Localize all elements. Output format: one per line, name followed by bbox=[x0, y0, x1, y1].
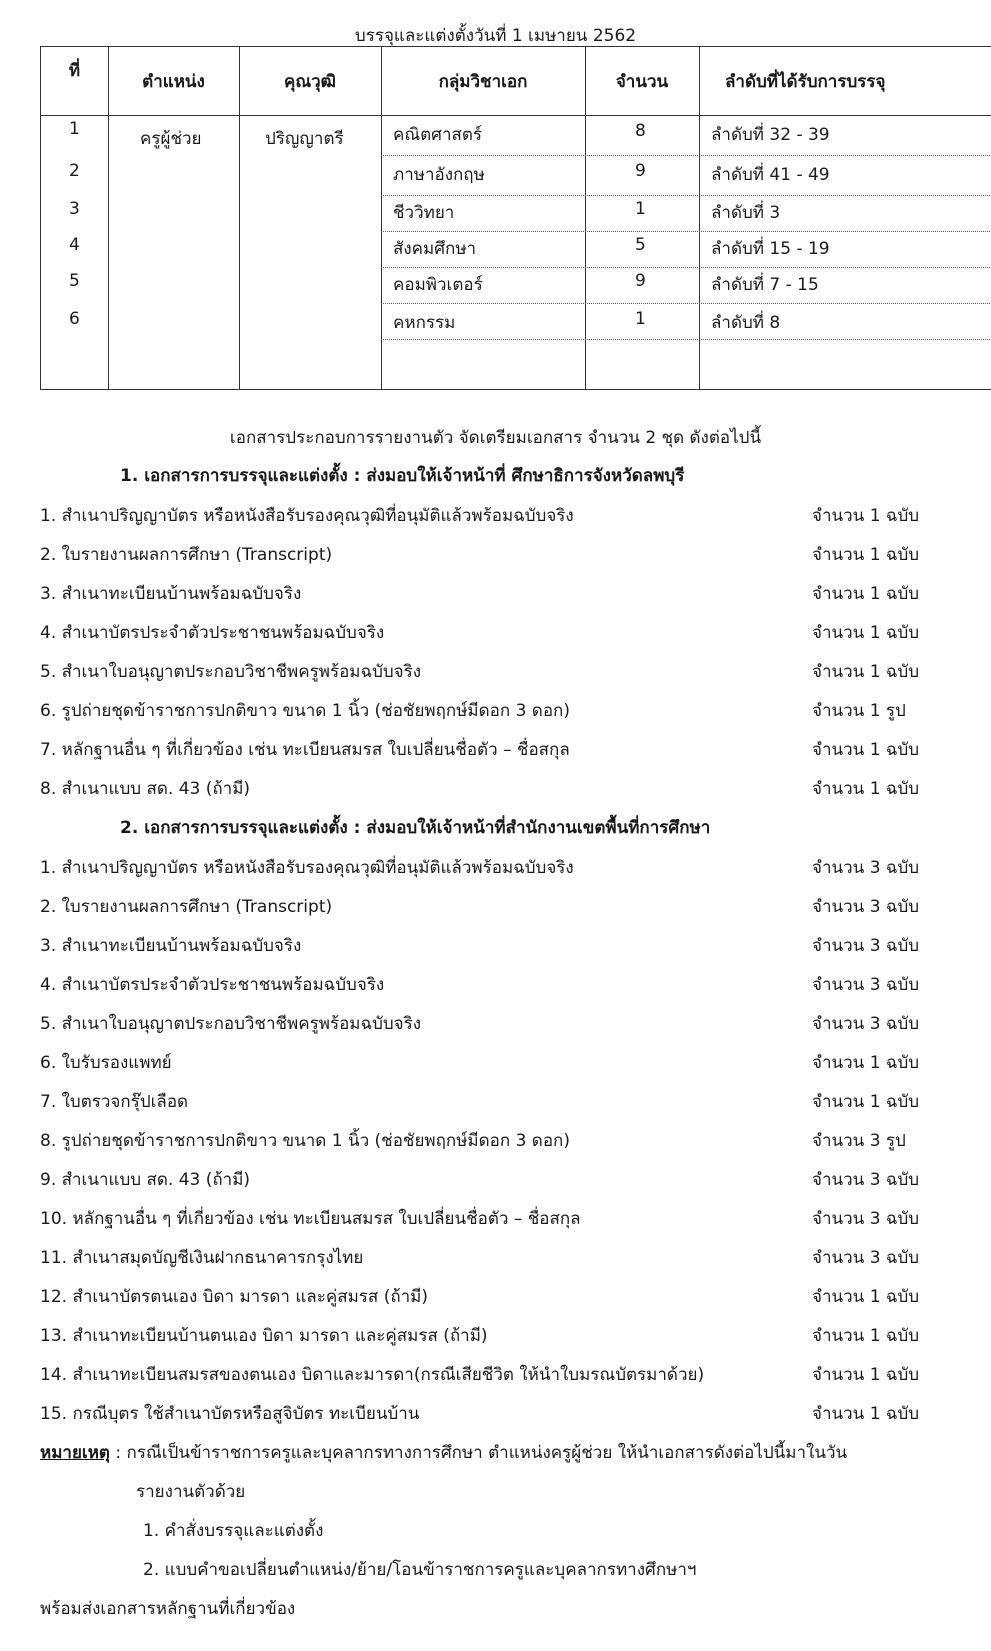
qualification-cell: ปริญญาตรี bbox=[265, 129, 344, 149]
row-rank: ลำดับที่ 15 - 19 bbox=[711, 239, 830, 259]
note-text: : กรณีเป็นข้าราชการครูและบุคลากรทางการศึกษา ตำแหน่งครูผู้ช่วย ให้นำเอกสารดังต่อไปนี้มาในวัน bbox=[109, 1443, 848, 1463]
item-qty: จำนวน 1 ฉบับ bbox=[812, 1053, 920, 1073]
item-text: 15. กรณีบุตร ใช้สำเนาบัตรหรือสูจิบัตร ทะเบียนบ้าน bbox=[40, 1404, 420, 1424]
item-qty: จำนวน 3 รูป bbox=[812, 1131, 906, 1151]
item-text: 2. ใบรายงานผลการศึกษา (Transcript) bbox=[40, 545, 333, 565]
row-count: 1 bbox=[635, 199, 646, 219]
row-rank: ลำดับที่ 41 - 49 bbox=[711, 165, 830, 185]
item-qty: จำนวน 1 ฉบับ bbox=[812, 779, 920, 799]
item-text: 6. รูปถ่ายชุดข้าราชการปกติขาว ขนาด 1 นิ้ว (ช่อชัยพฤกษ์มีดอก 3 ดอก) bbox=[40, 701, 570, 721]
section1-title: 1. เอกสารการบรรจุและแต่งตั้ง : ส่งมอบให้เจ้าหน้าที่ ศึกษาธิการจังหวัดลพบุรี bbox=[120, 466, 685, 486]
item-text: 6. ใบรับรองแพทย์ bbox=[40, 1053, 172, 1073]
item-text: 10. หลักฐานอื่น ๆ ที่เกี่ยวข้อง เช่น ทะเบียนสมรส ใบเปลี่ยนชื่อตัว – ชื่อสกุล bbox=[40, 1209, 581, 1229]
list-item bbox=[40, 971, 940, 1007]
list-item bbox=[40, 932, 940, 968]
item-text: 5. สำเนาใบอนุญาตประกอบวิชาชีพครูพร้อมฉบับจริง bbox=[40, 1014, 422, 1034]
list-item bbox=[40, 1283, 940, 1319]
item-qty: จำนวน 3 ฉบับ bbox=[812, 975, 920, 995]
list-item bbox=[40, 1088, 940, 1124]
item-text: 8. รูปถ่ายชุดข้าราชการปกติขาว ขนาด 1 นิ้ว (ช่อชัยพฤกษ์มีดอก 3 ดอก) bbox=[40, 1131, 570, 1151]
item-qty: จำนวน 3 ฉบับ bbox=[812, 858, 920, 878]
note-line-1 bbox=[40, 1439, 847, 1466]
row-rank: ลำดับที่ 3 bbox=[711, 203, 781, 223]
header-major: กลุ่มวิชาเอก bbox=[438, 71, 528, 92]
item-qty: จำนวน 1 ฉบับ bbox=[812, 623, 920, 643]
list-item bbox=[40, 1205, 940, 1241]
row-no: 5 bbox=[69, 271, 80, 291]
row-major: คหกรรม bbox=[393, 313, 456, 333]
list-item bbox=[40, 854, 940, 890]
list-item bbox=[40, 1049, 940, 1085]
item-text: 1. สำเนาปริญญาบัตร หรือหนังสือรับรองคุณวุฒิที่อนุมัติแล้วพร้อมฉบับจริง bbox=[40, 858, 574, 878]
item-text: 5. สำเนาใบอนุญาตประกอบวิชาชีพครูพร้อมฉบับจริง bbox=[40, 662, 422, 682]
item-text: 2. ใบรายงานผลการศึกษา (Transcript) bbox=[40, 897, 333, 917]
item-qty: จำนวน 1 ฉบับ bbox=[812, 662, 920, 682]
item-text: 3. สำเนาทะเบียนบ้านพร้อมฉบับจริง bbox=[40, 936, 302, 956]
item-qty: จำนวน 1 รูป bbox=[812, 701, 906, 721]
item-qty: จำนวน 3 ฉบับ bbox=[812, 1248, 920, 1268]
note-item-1: 1. คำสั่งบรรจุและแต่งตั้ง bbox=[143, 1521, 324, 1541]
row-major: คณิตศาสตร์ bbox=[393, 125, 483, 145]
item-text: 7. หลักฐานอื่น ๆ ที่เกี่ยวข้อง เช่น ทะเบียนสมรส ใบเปลี่ยนชื่อตัว – ชื่อสกุล bbox=[40, 740, 570, 760]
appointment-heading: บรรจุและแต่งตั้งวันที่ 1 เมษายน 2562 bbox=[354, 26, 637, 46]
item-qty: จำนวน 1 ฉบับ bbox=[812, 1365, 920, 1385]
list-item bbox=[40, 697, 940, 733]
list-item bbox=[40, 1127, 940, 1163]
list-item bbox=[40, 775, 940, 811]
header-qualification: คุณวุฒิ bbox=[283, 71, 337, 92]
list-item bbox=[40, 1361, 940, 1397]
note-item-2: 2. แบบคำขอเปลี่ยนตำแหน่ง/ย้าย/โอนข้าราชการครูและบุคลากรทางศึกษาฯ bbox=[143, 1560, 697, 1580]
list-item bbox=[40, 1010, 940, 1046]
item-qty: จำนวน 1 ฉบับ bbox=[812, 1092, 920, 1112]
list-item bbox=[40, 1244, 940, 1280]
position-cell: ครูผู้ช่วย bbox=[140, 129, 202, 149]
row-rank: ลำดับที่ 32 - 39 bbox=[711, 125, 830, 145]
list-item bbox=[40, 736, 940, 772]
item-qty: จำนวน 1 ฉบับ bbox=[812, 1287, 920, 1307]
row-separator bbox=[381, 339, 991, 340]
row-no: 4 bbox=[69, 235, 80, 255]
header-position: ตำแหน่ง bbox=[142, 71, 205, 92]
row-separator bbox=[381, 303, 991, 304]
list-item bbox=[40, 580, 940, 616]
list-item bbox=[40, 658, 940, 694]
row-rank: ลำดับที่ 7 - 15 bbox=[711, 275, 819, 295]
item-text: 4. สำเนาบัตรประจำตัวประชาชนพร้อมฉบับจริง bbox=[40, 975, 385, 995]
item-text: 4. สำเนาบัตรประจำตัวประชาชนพร้อมฉบับจริง bbox=[40, 623, 385, 643]
row-count: 9 bbox=[635, 271, 646, 291]
item-text: 8. สำเนาแบบ สด. 43 (ถ้ามี) bbox=[40, 779, 251, 799]
item-text: 13. สำเนาทะเบียนบ้านตนเอง บิดา มารดา และคู่สมรส (ถ้ามี) bbox=[40, 1326, 488, 1346]
item-text: 9. สำเนาแบบ สด. 43 (ถ้ามี) bbox=[40, 1170, 251, 1190]
item-text: 1. สำเนาปริญญาบัตร หรือหนังสือรับรองคุณวุฒิที่อนุมัติแล้วพร้อมฉบับจริง bbox=[40, 506, 574, 526]
header-count: จำนวน bbox=[615, 71, 669, 92]
item-qty: จำนวน 1 ฉบับ bbox=[812, 1404, 920, 1424]
item-qty: จำนวน 1 ฉบับ bbox=[812, 584, 920, 604]
row-no: 6 bbox=[69, 309, 80, 329]
item-text: 7. ใบตรวจกรุ๊ปเลือด bbox=[40, 1092, 189, 1112]
table-divider bbox=[41, 115, 991, 116]
row-no: 1 bbox=[69, 119, 80, 139]
item-qty: จำนวน 1 ฉบับ bbox=[812, 1326, 920, 1346]
section2-title: 2. เอกสารการบรรจุและแต่งตั้ง : ส่งมอบให้เจ้าหน้าที่สำนักงานเขตพื้นที่การศึกษา bbox=[120, 818, 711, 838]
item-qty: จำนวน 1 ฉบับ bbox=[812, 545, 920, 565]
row-rank: ลำดับที่ 8 bbox=[711, 313, 781, 333]
list-item bbox=[40, 619, 940, 655]
row-count: 1 bbox=[635, 309, 646, 329]
appointment-table bbox=[40, 46, 991, 390]
header-rank: ลำดับที่ได้รับการบรรจุ bbox=[725, 71, 886, 92]
list-item bbox=[40, 502, 940, 538]
row-major: สังคมศึกษา bbox=[393, 239, 477, 259]
documents-intro: เอกสารประกอบการรายงานตัว จัดเตรียมเอกสาร จำนวน 2 ชุด ดังต่อไปนี้ bbox=[229, 428, 762, 448]
row-count: 5 bbox=[635, 235, 646, 255]
row-no: 2 bbox=[69, 161, 80, 181]
list-item bbox=[40, 1400, 940, 1436]
item-qty: จำนวน 3 ฉบับ bbox=[812, 1209, 920, 1229]
list-item bbox=[40, 893, 940, 929]
row-no: 3 bbox=[69, 199, 80, 219]
header-no: ที่ bbox=[68, 61, 81, 81]
list-item bbox=[40, 1166, 940, 1202]
item-qty: จำนวน 1 ฉบับ bbox=[812, 506, 920, 526]
list-item bbox=[40, 1322, 940, 1358]
note-line-3: พร้อมส่งเอกสารหลักฐานที่เกี่ยวข้อง bbox=[40, 1599, 296, 1619]
item-text: 11. สำเนาสมุดบัญชีเงินฝากธนาคารกรุงไทย bbox=[40, 1248, 364, 1268]
item-text: 14. สำเนาทะเบียนสมรสของตนเอง บิดาและมารดา(กรณีเสียชีวิต ให้นำใบมรณบัตรมาด้วย) bbox=[40, 1365, 705, 1385]
row-separator bbox=[381, 155, 991, 156]
note-line-2: รายงานตัวด้วย bbox=[136, 1482, 246, 1502]
item-text: 12. สำเนาบัตรตนเอง บิดา มารดา และคู่สมรส (ถ้ามี) bbox=[40, 1287, 429, 1307]
item-qty: จำนวน 3 ฉบับ bbox=[812, 1170, 920, 1190]
note-label: หมายเหตุ bbox=[40, 1443, 110, 1463]
row-major: ภาษาอังกฤษ bbox=[393, 165, 485, 185]
list-item bbox=[40, 541, 940, 577]
item-text: 3. สำเนาทะเบียนบ้านพร้อมฉบับจริง bbox=[40, 584, 302, 604]
item-qty: จำนวน 3 ฉบับ bbox=[812, 1014, 920, 1034]
row-separator bbox=[381, 267, 991, 268]
row-count: 8 bbox=[635, 121, 646, 141]
item-qty: จำนวน 3 ฉบับ bbox=[812, 897, 920, 917]
row-major: คอมพิวเตอร์ bbox=[393, 275, 483, 295]
row-separator bbox=[381, 231, 991, 232]
row-separator bbox=[381, 195, 991, 196]
row-count: 9 bbox=[635, 161, 646, 181]
row-major: ชีววิทยา bbox=[393, 203, 455, 223]
item-qty: จำนวน 1 ฉบับ bbox=[812, 740, 920, 760]
item-qty: จำนวน 3 ฉบับ bbox=[812, 936, 920, 956]
